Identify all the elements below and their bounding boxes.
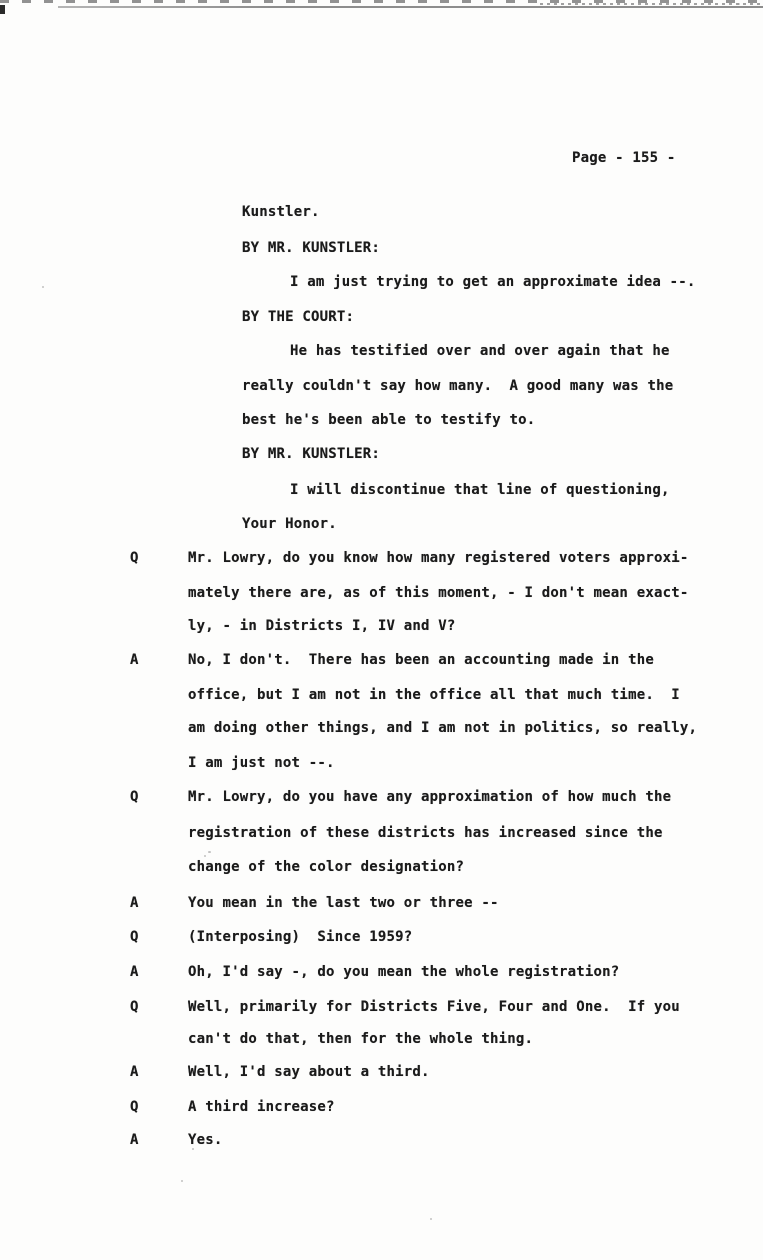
speaker-heading: BY MR. KUNSTLER: (242, 446, 381, 462)
transcript-line: Your Honor. (242, 516, 337, 532)
scan-artifact-dotted-line (540, 3, 763, 5)
transcript-line: No, I don't. There has been an accounting made in the (188, 652, 654, 668)
transcript-line: Yes. (188, 1132, 223, 1148)
transcript-line: Mr. Lowry, do you know how many registered voters approxi- (188, 550, 689, 566)
scan-speck (208, 851, 211, 853)
transcript-line: can't do that, then for the whole thing. (188, 1031, 534, 1047)
speaker-label: Q (130, 789, 139, 805)
transcript-line: am doing other things, and I am not in politics, so really, (188, 720, 698, 736)
scan-speck (42, 286, 44, 288)
speaker-heading: BY THE COURT: (242, 309, 355, 325)
scan-speck (737, 3, 740, 5)
transcript-line: change of the color designation? (188, 859, 465, 875)
scan-artifact-ink-mark (0, 5, 5, 14)
transcript-line: (Interposing) Since 1959? (188, 929, 413, 945)
transcript-line: I will discontinue that line of questioning, (290, 482, 670, 498)
transcript-line: A third increase? (188, 1099, 335, 1115)
transcript-line: Mr. Lowry, do you have any approximation of how much the (188, 789, 672, 805)
transcript-line: Oh, I'd say -, do you mean the whole registration? (188, 964, 620, 980)
speaker-label: Q (130, 929, 139, 945)
speaker-label: Q (130, 999, 139, 1015)
speaker-label: A (130, 1132, 139, 1148)
transcript-line: best he's been able to testify to. (242, 412, 536, 428)
speaker-label: A (130, 964, 139, 980)
transcript-line: office, but I am not in the office all that much time. I (188, 687, 680, 703)
transcript-line: really couldn't say how many. A good many was the (242, 378, 674, 394)
speaker-heading: BY MR. KUNSTLER: (242, 240, 381, 256)
speaker-label: A (130, 1064, 139, 1080)
transcript-line: You mean in the last two or three -- (188, 895, 499, 911)
speaker-label: Q (130, 1099, 139, 1115)
speaker-label: A (130, 652, 139, 668)
transcript-line: I am just not --. (188, 755, 335, 771)
speaker-label: A (130, 895, 139, 911)
transcript-line: ly, - in Districts I, IV and V? (188, 618, 456, 634)
transcript-line: I am just trying to get an approximate idea --. (290, 274, 696, 290)
scan-speck (181, 1180, 183, 1182)
transcript-line: Kunstler. (242, 204, 320, 220)
transcript-line: mately there are, as of this moment, - I don't mean exact- (188, 585, 689, 601)
transcript-line: He has testified over and over again that he (290, 343, 670, 359)
transcript-line: registration of these districts has increased since the (188, 825, 663, 841)
scan-speck (204, 855, 206, 857)
scan-speck (430, 1218, 432, 1220)
scan-speck (192, 1148, 194, 1150)
transcript-line: Well, I'd say about a third. (188, 1064, 430, 1080)
page-number: Page - 155 - (572, 150, 676, 166)
scan-artifact-solid-line (58, 6, 763, 8)
transcript-line: Well, primarily for Districts Five, Four and One. If you (188, 999, 680, 1015)
speaker-label: Q (130, 550, 139, 566)
